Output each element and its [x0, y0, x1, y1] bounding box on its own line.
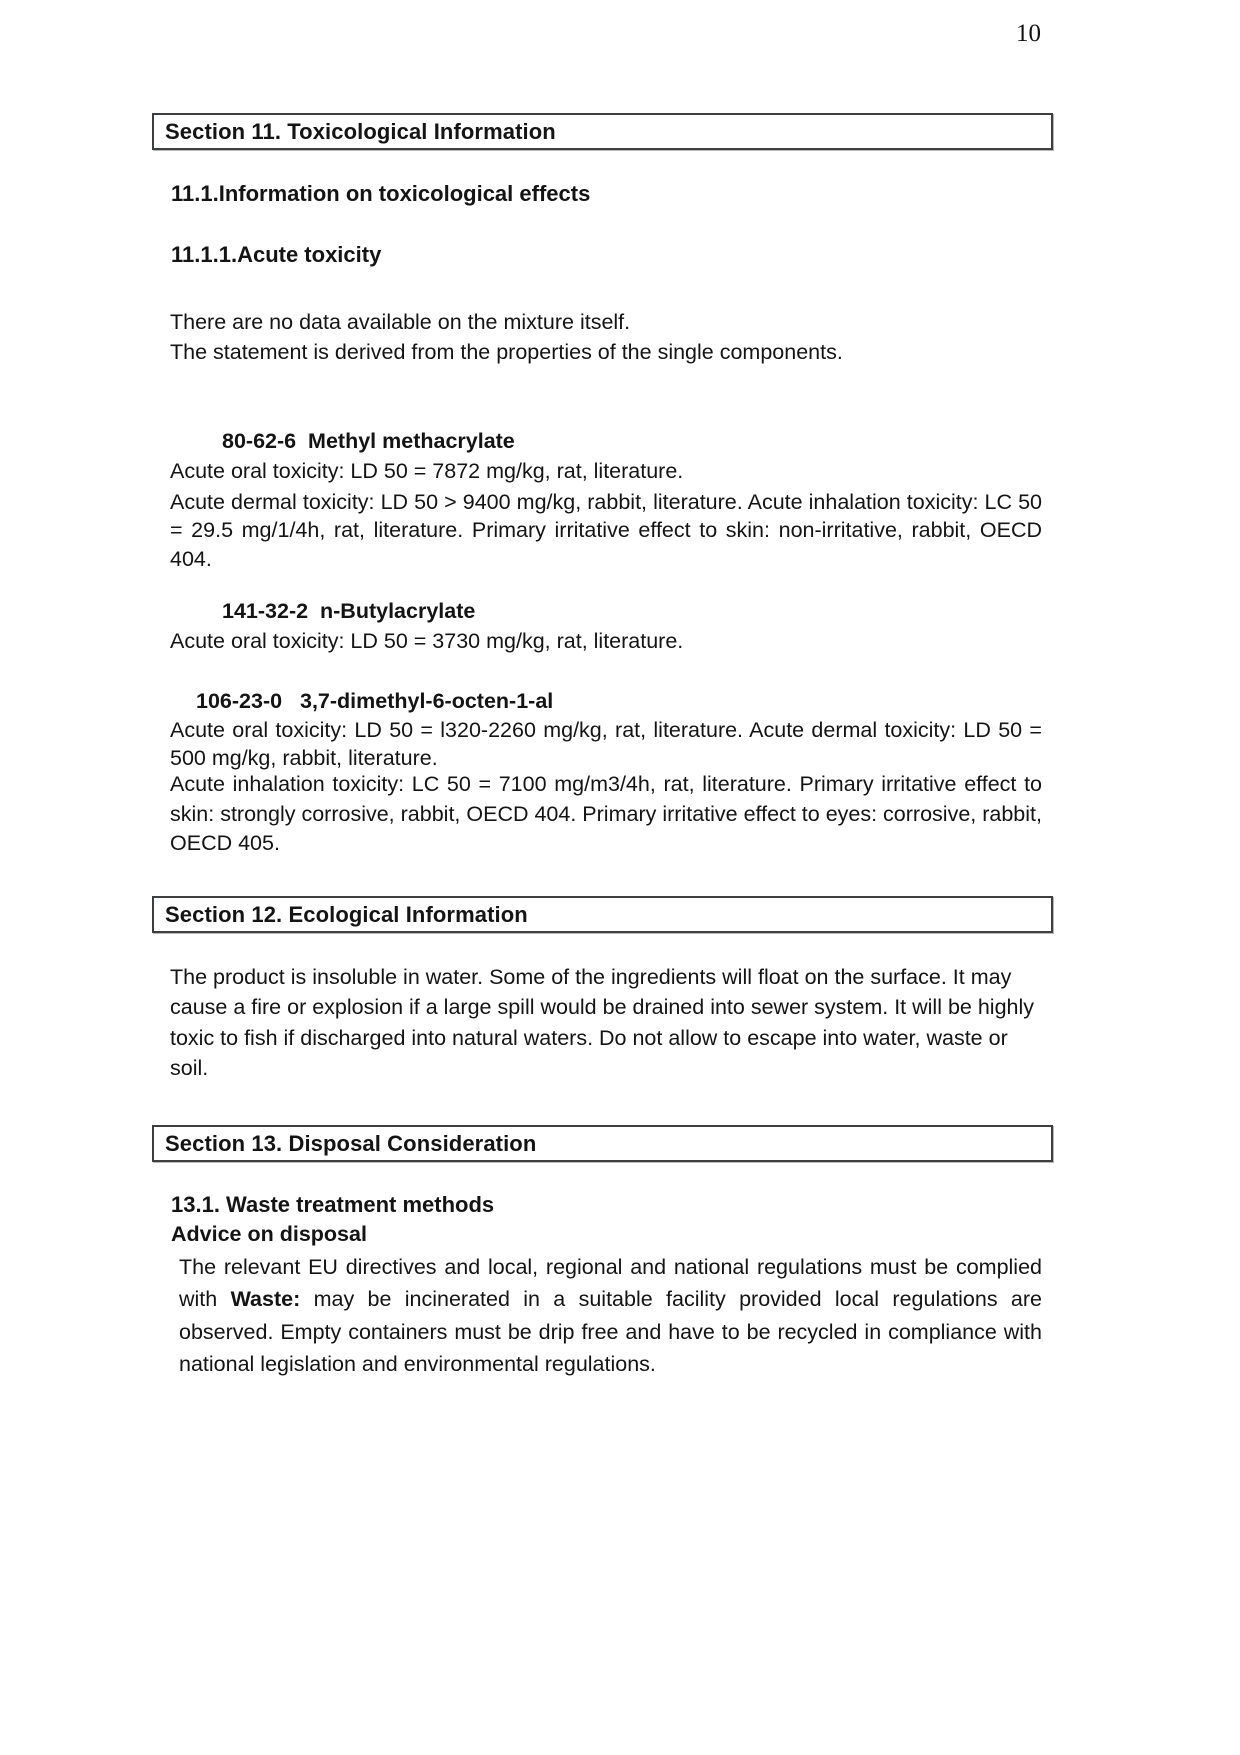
section-13-title: Section 13. Disposal Consideration: [165, 1130, 537, 1156]
section-12-body-paragraph: The product is insoluble in water. Some of the ingredients will float on the surface. It may cause a fire or explosion if a large spill would be drained into sewer system. It will be highly toxic to fish if discharged into natural waters. Do not allow to escape into water, waste or soil.: [170, 965, 1035, 1080]
page-number: 10: [1016, 20, 1041, 47]
section-13-header-box: [152, 1125, 1053, 1162]
component-1-detail-paragraph: Acute dermal toxicity: LD 50 > 9400 mg/kg, rabbit, literature. Acute inhalation toxicity: LC 50 = 29.5 mg/1/4h, rat, literature. Primary irritative effect to skin: non-irritative, rabbit, OECD 404.: [170, 490, 1042, 571]
intro-paragraph: [170, 307, 843, 367]
heading-acute-toxicity: 11.1.1.Acute toxicity: [171, 242, 382, 267]
section-11-title: Section 11. Toxicological Information: [165, 118, 556, 144]
heading-toxicological-effects: 11.1.Information on toxicological effects: [171, 181, 591, 206]
component-3-detail-paragraph-2: Acute inhalation toxicity: LC 50 = 7100 mg/m3/4h, rat, literature. Primary irritative effect to skin: strongly corrosive, rabbit, OECD 404. Primary irritative effect to eyes: corrosive, rabbit, OECD 405.: [170, 772, 1042, 855]
disposal-waste-label: Waste:: [230, 1287, 301, 1312]
component-3-detail-paragraph-1: Acute oral toxicity: LD 50 = l320-2260 mg/kg, rat, literature. Acute dermal toxicity: LD 50 = 500 mg/kg, rabbit, literature.: [170, 718, 1042, 770]
heading-advice-on-disposal: Advice on disposal: [171, 1222, 367, 1246]
component-1-cas-name: 80-62-6 Methyl methacrylate: [222, 429, 515, 453]
disposal-text-before: The relevant EU directives and local, regional and national regulations must be complied with: [179, 1255, 1042, 1312]
section-13-body-paragraph: [179, 1251, 1042, 1381]
component-2-oral-toxicity: Acute oral toxicity: LD 50 = 3730 mg/kg, rat, literature.: [170, 629, 684, 653]
section-12-header-box: [152, 896, 1053, 933]
disposal-text-after: may be incinerated in a suitable facility provided local regulations are observed. Empty containers must be drip free and have to be recycled in compliance with national legislation and environmental regulations.: [179, 1287, 1042, 1377]
intro-line-1: There are no data available on the mixture itself.: [170, 310, 631, 334]
section-11-header-box: [152, 113, 1053, 150]
heading-waste-treatment-methods: 13.1. Waste treatment methods: [171, 1192, 495, 1217]
component-2-cas-name: 141-32-2 n-Butylacrylate: [222, 599, 476, 623]
component-3-cas-name: 106-23-0 3,7-dimethyl-6-octen-1-al: [196, 689, 554, 713]
intro-line-2: The statement is derived from the properties of the single components.: [170, 340, 843, 364]
section-12-title: Section 12. Ecological Information: [165, 901, 528, 927]
component-1-oral-toxicity: Acute oral toxicity: LD 50 = 7872 mg/kg, rat, literature.: [170, 459, 684, 483]
